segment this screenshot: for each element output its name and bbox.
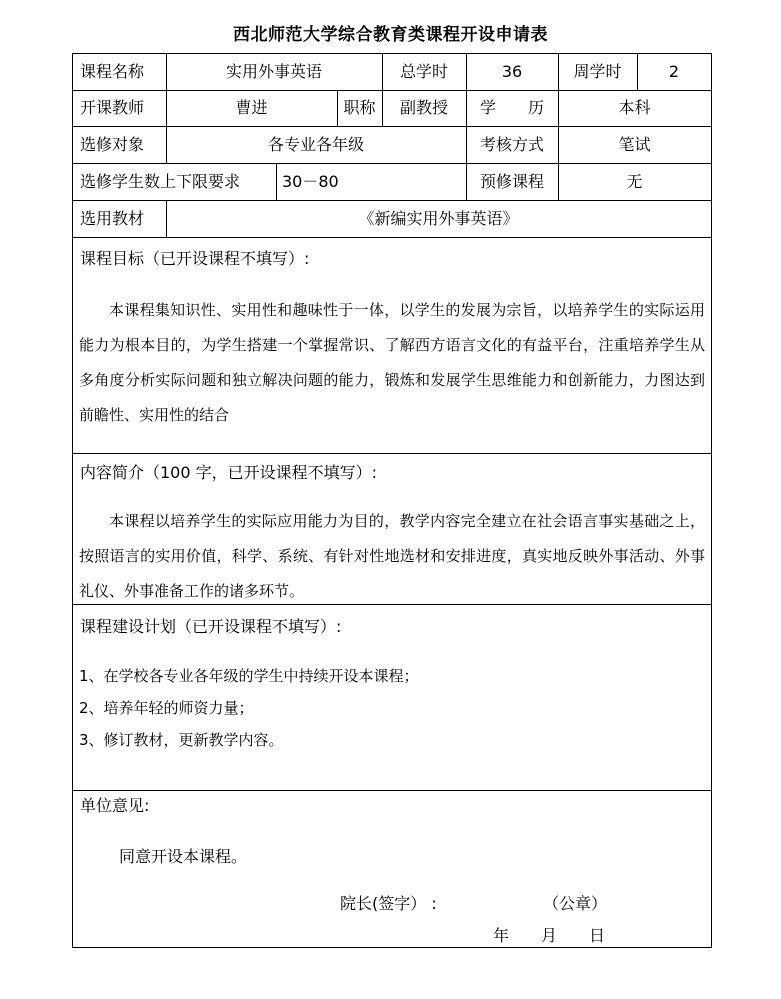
date-month: 月 [541,926,558,945]
weekly-hours-label: 周学时 [573,62,622,81]
intro-body: 本课程以培养学生的实际应用能力为目的，教学内容完全建立在社会语言事实基础之上，按照语言的实用价值，科学、系统、有针对性地选材和安排进度，真实地反映外事活动、外事礼仪、外事准备工作的诸多环节。 [79,512,705,600]
col-divider [276,163,277,200]
teacher-value: 曹进 [235,98,268,117]
section-divider [73,790,711,791]
exam-label: 考核方式 [479,135,544,154]
opinion-heading: 单位意见: [80,796,150,815]
exam-value: 笔试 [618,135,651,154]
opinion-body: 同意开设本课程。 [119,847,248,866]
plan-item: 1、在学校各专业各年级的学生中持续开设本课程； [79,667,419,685]
plan-item: 2、培养年轻的师资力量； [79,699,254,717]
section-divider [73,453,711,454]
total-hours-value: 36 [501,62,523,81]
enroll-value: 30－80 [282,172,339,191]
title-value: 副教授 [399,98,448,117]
seal-label: （公章） [543,894,608,913]
total-hours-label: 总学时 [399,62,448,81]
plan-item: 3、修订教材，更新教学内容。 [79,731,284,749]
teacher-label: 开课教师 [80,98,145,117]
textbook-label: 选用教材 [80,209,145,228]
course-name-value: 实用外事英语 [225,62,322,81]
row-divider [73,126,711,127]
goal-heading: 课程目标（已开设课程不填写）: [80,249,310,268]
target-value: 各专业各年级 [267,135,364,154]
row-divider [73,200,711,201]
textbook-value: 《新编实用外事英语》 [358,209,519,228]
date-day: 日 [589,926,606,945]
enroll-label: 选修学生数上下限要求 [80,172,241,191]
form-title: 西北师范大学综合教育类课程开设申请表 [233,25,548,45]
title-label: 职称 [343,98,376,117]
prereq-value: 无 [626,172,643,191]
row-divider [73,163,711,164]
degree-value: 本科 [618,98,651,117]
goal-body: 本课程集知识性、实用性和趣味性于一体，以学生的发展为宗旨，以培养学生的实际运用能力为根本目的，为学生搭建一个掌握常识、了解西方语言文化的有益平台，注重培养学生从多角度分析实际问题和独立解决问题的能力，锻炼和发展学生思维能力和创新能力，力图达到前瞻性、实用性的结合 [79,301,705,424]
plan-heading: 课程建设计划（已开设课程不填写）: [80,617,342,636]
weekly-hours-value: 2 [668,62,680,81]
course-name-label: 课程名称 [80,62,145,81]
date-year: 年 [493,926,510,945]
row-divider [73,237,711,238]
degree-label: 学 历 [479,98,544,117]
application-form [72,53,712,948]
target-label: 选修对象 [80,135,145,154]
row-divider [73,90,711,91]
signature-label: 院长(签字） : [340,894,437,913]
intro-heading: 内容简介（100 字，已开设课程不填写）: [80,463,378,482]
prereq-label: 预修课程 [479,172,544,191]
